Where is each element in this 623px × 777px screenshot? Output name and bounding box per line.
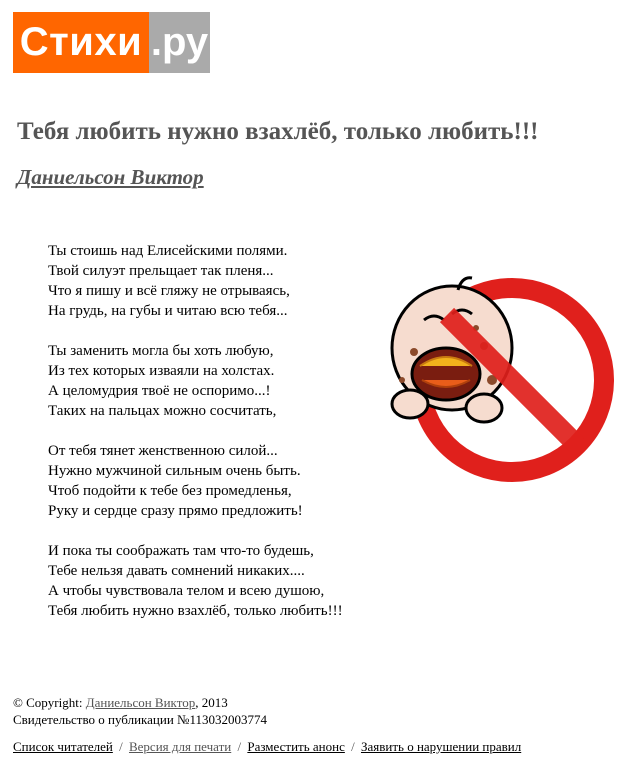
poem-line: А целомудрия твоё не оспоримо...! — [48, 383, 271, 399]
copyright-footer — [13, 694, 267, 728]
no-eating-icon — [380, 262, 620, 502]
poem-stanza — [48, 341, 378, 421]
print-version-link[interactable]: Версия для печати — [128, 739, 232, 754]
readers-list-link[interactable]: Список читателей — [13, 739, 113, 754]
site-logo[interactable] — [13, 12, 210, 73]
copyright-author-link[interactable]: Даниельсон Виктор — [85, 695, 196, 710]
copyright-year: , 2013 — [195, 695, 228, 710]
poem-stanza — [48, 441, 378, 521]
poem-line: А чтобы чувствовала телом и всею душою, — [48, 583, 325, 599]
logo-main-text: Стихи — [13, 12, 149, 73]
poem-line: От тебя тянет женственною силой... — [48, 443, 278, 459]
no-eating-illustration — [380, 262, 620, 502]
publication-certificate: Свидетельство о публикации №113032003774 — [13, 712, 267, 727]
poem-line: Ты стоишь над Елисейскими полями. — [48, 243, 288, 259]
poem-line: Нужно мужчиной сильным очень быть. — [48, 463, 301, 479]
poem-title: Тебя любить нужно взахлёб, только любить!!! — [17, 118, 539, 145]
poem-line: Тебе нельзя давать сомнений никаких.... — [48, 563, 305, 579]
poem-line: Таких на пальцах можно сосчитать, — [48, 403, 277, 419]
separator: / — [119, 739, 123, 754]
logo-tld-text: .ру — [149, 12, 210, 73]
author-link[interactable]: Даниельсон Виктор — [17, 165, 204, 189]
page-actions — [13, 738, 521, 755]
poem-line: Руку и сердце сразу прямо предложить! — [48, 503, 303, 519]
poem-line: Чтоб подойти к тебе без промедленья, — [48, 483, 292, 499]
copyright-line — [13, 694, 267, 711]
poem-line: Тебя любить нужно взахлёб, только любить!!! — [48, 603, 343, 619]
post-announcement-link[interactable]: Разместить анонс — [247, 739, 345, 754]
poem-line: На грудь, на губы и читаю всю тебя... — [48, 303, 288, 319]
poem-text — [48, 241, 378, 641]
poem-line: И пока ты соображать там что-то будешь, — [48, 543, 314, 559]
report-violation-link[interactable]: Заявить о нарушении правил — [360, 739, 522, 754]
poem-line: Из тех которых изваяли на холстах. — [48, 363, 275, 379]
separator: / — [237, 739, 242, 754]
poem-line: Ты заменить могла бы хоть любую, — [48, 343, 274, 359]
poem-stanza — [48, 541, 378, 621]
poem-line: Что я пишу и всё гляжу не отрываясь, — [48, 283, 290, 299]
copyright-prefix: © Copyright: — [13, 695, 86, 710]
separator: / — [351, 739, 355, 754]
poem-line: Твой силуэт прельщает так пленя... — [48, 263, 274, 279]
poem-stanza — [48, 241, 378, 321]
